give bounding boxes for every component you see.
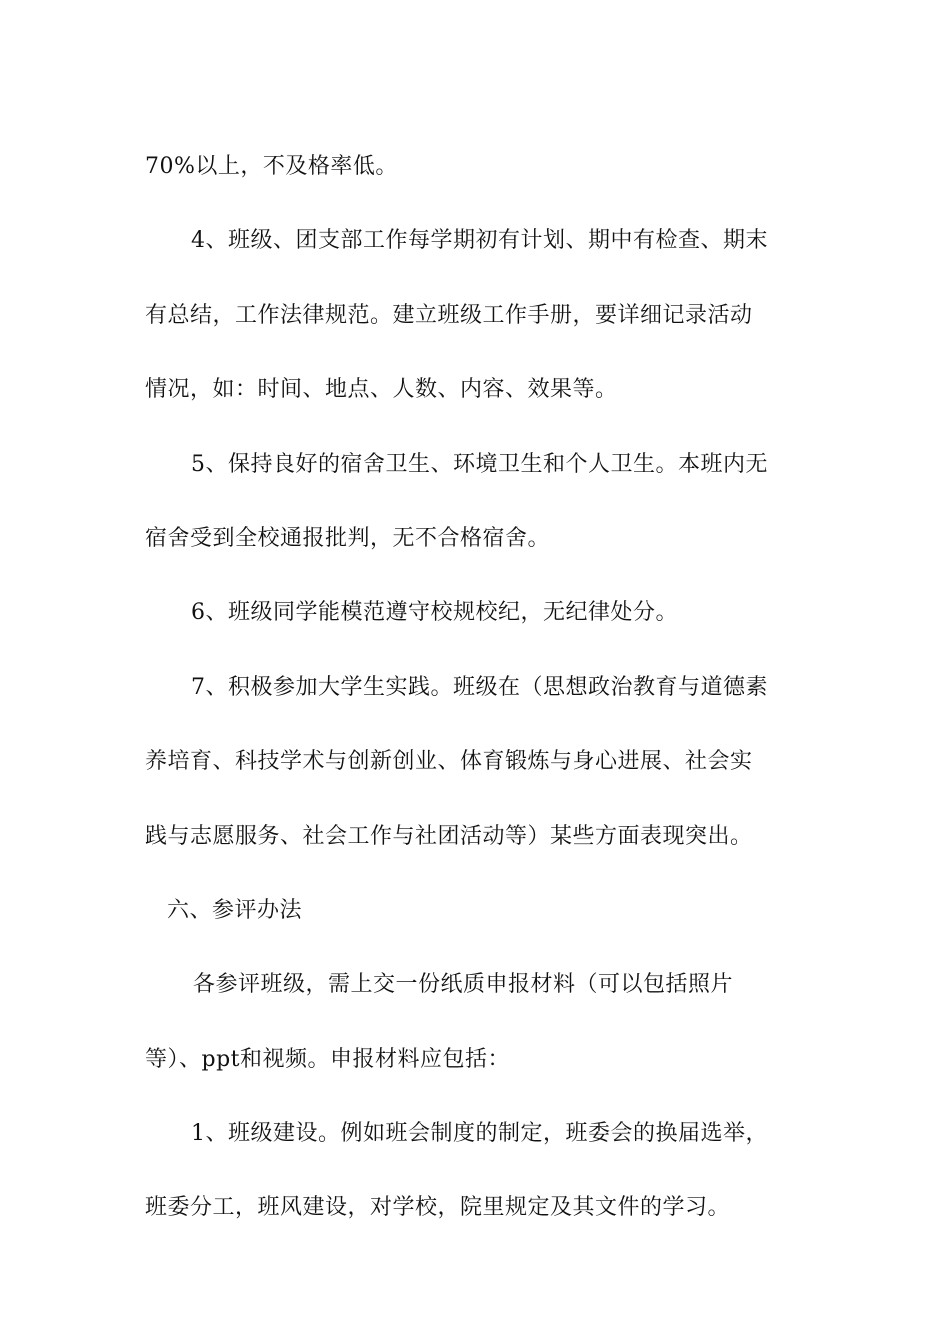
text-line-submission-cont: 等）、ppt和视频。申报材料应包括： [145,1046,511,1072]
text-line-class-building: 1、班级建设。例如班会制度的制定，班委会的换届选举， [191,1121,768,1147]
text-line-item-5: 5、保持良好的宿舍卫生、环境卫生和个人卫生。本班内无 [191,451,768,477]
text-line-item-7-cont-2: 践与志愿服务、社会工作与社团活动等）某些方面表现突出。 [145,823,753,849]
text-line-item-5-cont: 宿舍受到全校通报批判，无不合格宿舍。 [145,525,551,551]
text-line-item-6: 6、班级同学能模范遵守校规校纪，无纪律处分。 [191,600,678,626]
text-line-submission: 各参评班级，需上交一份纸质申报材料（可以包括照片 [193,972,734,998]
text-line-item-4-cont-2: 情况，如：时间、地点、人数、内容、效果等。 [145,377,618,403]
text-line-item-4: 4、班级、团支部工作每学期初有计划、期中有检查、期末 [191,228,768,254]
text-line-pass-rate: 70%以上，不及格率低。 [145,154,398,179]
document-body [145,130,810,1246]
text-line-item-4-cont-1: 有总结，工作法律规范。建立班级工作手册，要详细记录活动 [145,302,753,328]
text-line-item-7: 7、积极参加大学生实践。班级在（思想政治教育与道德素 [191,674,768,700]
text-line-item-7-cont-1: 养培育、科技学术与创新创业、体育锻炼与身心进展、社会实 [145,749,753,775]
section-heading-evaluation-method: 六、参评办法 [167,897,303,923]
text-line-class-building-cont: 班委分工，班风建设，对学校，院里规定及其文件的学习。 [145,1195,731,1221]
